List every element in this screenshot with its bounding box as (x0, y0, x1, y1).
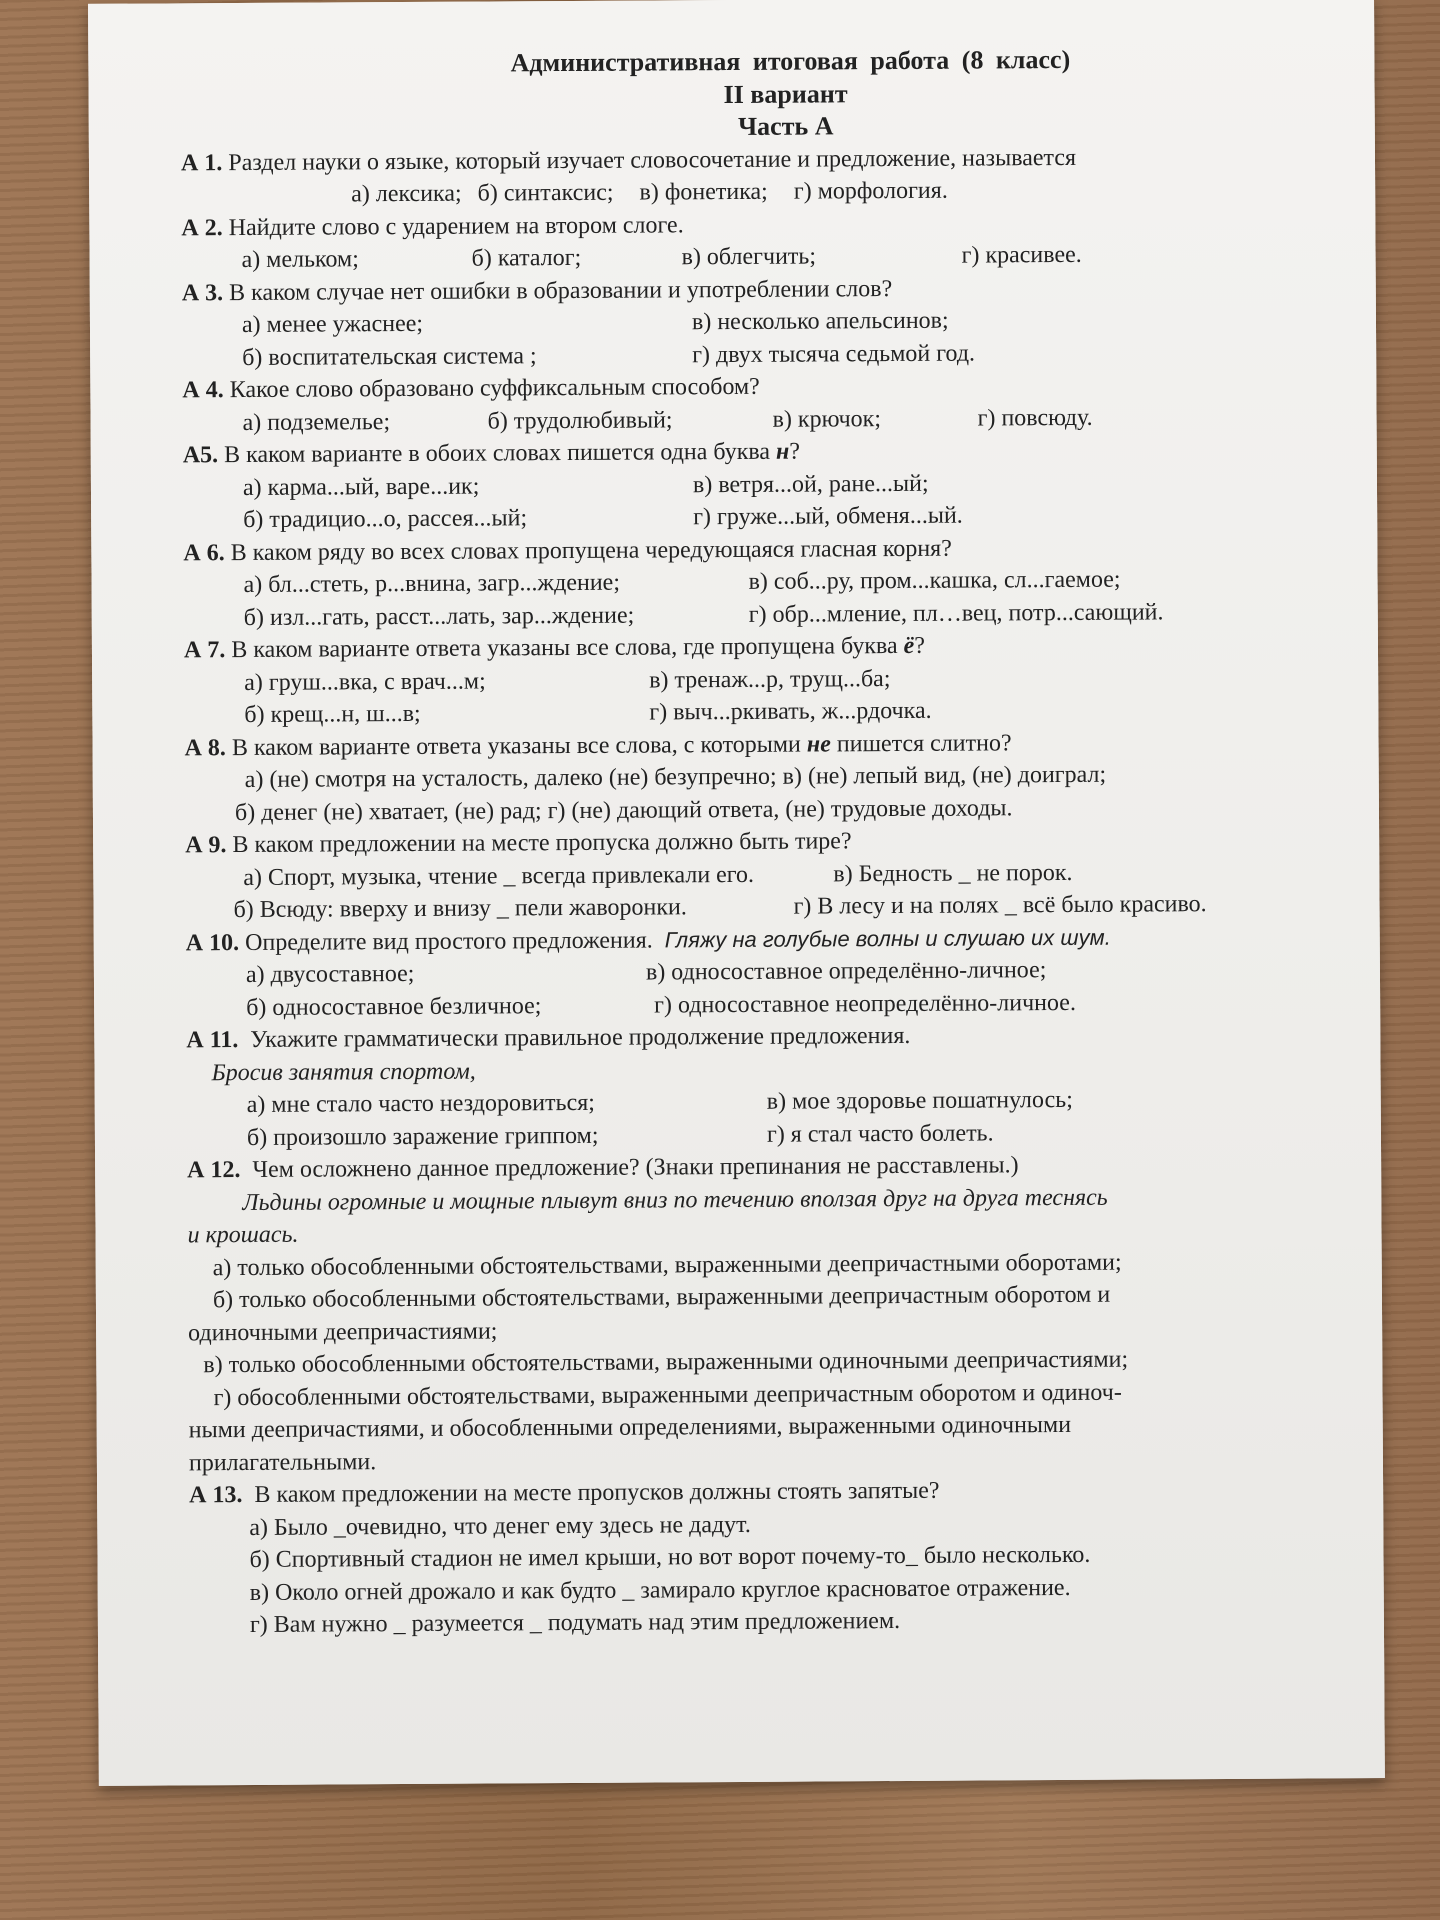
sentence-lead: Бросив занятия спортом, (211, 1058, 476, 1086)
question-number: А 11. (186, 1027, 239, 1054)
options-line-2: б) денег (не) хватает, (не) рад; г) (не) дающий ответа, (не) трудовые доходы. (234, 794, 1013, 826)
question-text: В каком варианте ответа указаны все слова, где пропущена буква (231, 632, 898, 664)
option-v: в) односоставное определённо-личное; (645, 957, 1047, 986)
question-number: А 9. (185, 832, 227, 859)
option-b: б) каталог; (471, 244, 582, 272)
part-label: Часть А (737, 111, 834, 141)
question-text: Определите вид простого предложения. (245, 926, 653, 956)
option-a: а) мельком; (241, 246, 359, 273)
option-a: а) менее ужаснее; (241, 310, 424, 338)
question-a3 (182, 270, 1313, 374)
option-v: в) мое здоровье пошатнулось; (766, 1086, 1073, 1115)
question-a12 (187, 1147, 1319, 1479)
option-b: б) произошло заражение гриппом; (246, 1122, 599, 1151)
test-content (180, 42, 1320, 1641)
option-a: а) лексика; (351, 180, 462, 208)
option-g: г) повсюду. (977, 404, 1093, 432)
option-g: г) односоставное неопределённо-личное. (654, 989, 1076, 1018)
question-a7 (184, 627, 1315, 731)
question-text: В каком ряду во всех словах пропущена чередующаяся гласная корня? (230, 535, 952, 566)
option-g: г) обр...мление, пл…вец, потр...сающий. (748, 598, 1164, 628)
option-a: а) мне стало часто нездоровиться; (246, 1089, 595, 1118)
question-number: А5. (182, 442, 219, 469)
question-number: А 3. (181, 279, 224, 306)
option-a: а) Спорт, музыка, чтение _ всегда привлекали его. (243, 861, 755, 891)
question-number: А 2. (181, 214, 223, 241)
paper-sheet (88, 0, 1385, 1786)
option-v: в) Бедность _ не порок. (833, 859, 1073, 887)
option-v: в) фонетика; (639, 178, 768, 206)
question-text: Чем осложнено данное предложение? (Знаки препинания не расставлены.) (252, 1152, 1019, 1183)
option-b: б) Всюду: вверху и внизу _ пели жаворонки. (233, 894, 687, 924)
question-a4 (182, 367, 1312, 439)
option-g: г) груже...ый, обменя...ый. (693, 502, 963, 531)
option-a: а) подземелье; (242, 408, 391, 436)
question-text: Укажите грамматически правильное продолжение предложения. (250, 1022, 911, 1053)
option-g: г) двух тысяча седьмой год. (692, 340, 976, 368)
option-b: б) синтаксис; (477, 179, 614, 207)
question-a6 (183, 530, 1314, 634)
option-v: в) несколько апельсинов; (691, 307, 949, 336)
question-number: А 10. (185, 929, 240, 956)
option-a: а) только обособленными обстоятельствами, выраженными деепричастными оборотами; (212, 1249, 1122, 1281)
question-number: А 12. (187, 1157, 241, 1184)
question-a8 (184, 725, 1315, 829)
option-a: а) бл...стеть, р...внина, загр...ждение; (243, 569, 621, 598)
document-title: Административная итоговая работа (8 класс) (510, 44, 1071, 78)
option-b: б) односоставное безличное; (246, 992, 542, 1021)
question-a5 (183, 432, 1314, 536)
option-v: в) тренаж...р, трущ...ба; (649, 665, 891, 694)
question-number: А 4. (182, 377, 224, 404)
highlight-word: не (806, 730, 831, 758)
option-g: г) я стал часто болеть. (766, 1119, 994, 1148)
question-a13 (189, 1472, 1320, 1641)
option-g: г) В лесу и на полях _ всё было красиво. (793, 891, 1207, 920)
option-b: б) Спортивный стадион не имел крыши, но вот ворот почему-то_ было несколько. (249, 1541, 1091, 1573)
option-a: а) двусоставное; (245, 960, 415, 988)
question-text: Раздел науки о языке, который изучает словосочетание и предложение, называется (228, 144, 1077, 176)
question-text: В каком варианте в обоих словах пишется одна буква (224, 438, 771, 469)
option-v: в) Около огней дрожало и как будто _ замирало круглое красноватое отражение. (249, 1574, 1071, 1606)
option-b: б) изл...гать, расст...лать, зар...ждение; (243, 602, 635, 631)
question-text: Какое слово образовано суффиксальным способом? (229, 373, 760, 404)
example-sentence-line-1: Льдины огромные и мощные плывут вниз по течению вползая друг на друга теснясь (242, 1184, 1108, 1216)
option-v: в) облегчить; (681, 243, 817, 271)
option-v: в) соб...ру, пром...кашка, сл...гаемое; (748, 566, 1121, 595)
question-a2 (181, 205, 1311, 277)
question-number: А 13. (189, 1482, 243, 1509)
question-text: Найдите слово с ударением на втором слоге. (228, 211, 684, 241)
option-b-line-1: б) только обособленными обстоятельствами, выраженными деепричастным оборотом и (212, 1281, 1111, 1314)
variant-label: II вариант (723, 78, 848, 109)
highlight-letter: ё (903, 632, 915, 659)
example-sentence-line-2: и крошась. (187, 1221, 299, 1249)
question-text: В каком варианте ответа указаны все слова, с которыми (231, 731, 801, 761)
option-b: б) трудолюбивый; (487, 406, 673, 434)
option-g-line-3: прилагательными. (188, 1448, 377, 1476)
question-end: пишется слитно? (836, 729, 1012, 757)
option-g: г) красивее. (961, 241, 1082, 269)
question-a1 (181, 140, 1311, 212)
option-a: а) Было _очевидно, что денег ему здесь не дадут. (249, 1511, 751, 1541)
question-a9 (185, 822, 1316, 926)
option-g-line-1: г) обособленными обстоятельствами, выраженными деепричастным оборотом и одиноч- (213, 1379, 1122, 1411)
highlight-letter: н (775, 438, 790, 465)
options-line-1: а) (не) смотря на усталость, далеко (не) безупречно; в) (не) лепый вид, (не) доиграл; (244, 761, 1107, 793)
option-v: в) крючок; (772, 405, 882, 433)
question-a10 (186, 920, 1317, 1024)
question-number: А 7. (183, 637, 226, 664)
option-g: г) Вам нужно _ разумеется _ подумать над этим предложением. (249, 1607, 901, 1638)
option-v: в) ветря...ой, ране...ый; (692, 470, 929, 498)
option-b-line-2: одиночными деепричастиями; (188, 1317, 498, 1346)
question-text: В каком предложении на месте пропусков должны стоять запятые? (254, 1477, 940, 1508)
question-text: В каком предложении на месте пропуска должно быть тире? (232, 828, 852, 859)
example-sentence: Гляжу на голубые волны и слушаю их шум. (664, 924, 1111, 952)
option-b: б) воспитательская система ; (242, 342, 537, 371)
question-a11 (186, 1017, 1317, 1154)
question-end: ? (789, 438, 801, 465)
option-v: в) только обособленными обстоятельствами, выраженными одиночными деепричастиями; (203, 1346, 1129, 1379)
option-a: а) груш...вка, с врач...м; (244, 668, 486, 696)
question-number: А 6. (183, 539, 225, 566)
question-text: В каком случае нет ошибки в образовании и употреблении слов? (229, 275, 893, 306)
option-g-line-2: ными деепричастиями, и обособленными определениями, выраженными одиночными (188, 1411, 1072, 1444)
question-number: А 1. (180, 149, 223, 176)
question-number: А 8. (184, 734, 226, 761)
option-g: г) выч...ркивать, ж...рдочка. (649, 697, 932, 726)
option-a: а) карма...ый, варе...ик; (242, 473, 480, 501)
question-end: ? (914, 632, 926, 659)
option-g: г) морфология. (793, 177, 948, 205)
option-b: б) крещ...н, ш...в; (244, 700, 421, 728)
option-b: б) традицио...о, рассея...ый; (243, 505, 528, 533)
